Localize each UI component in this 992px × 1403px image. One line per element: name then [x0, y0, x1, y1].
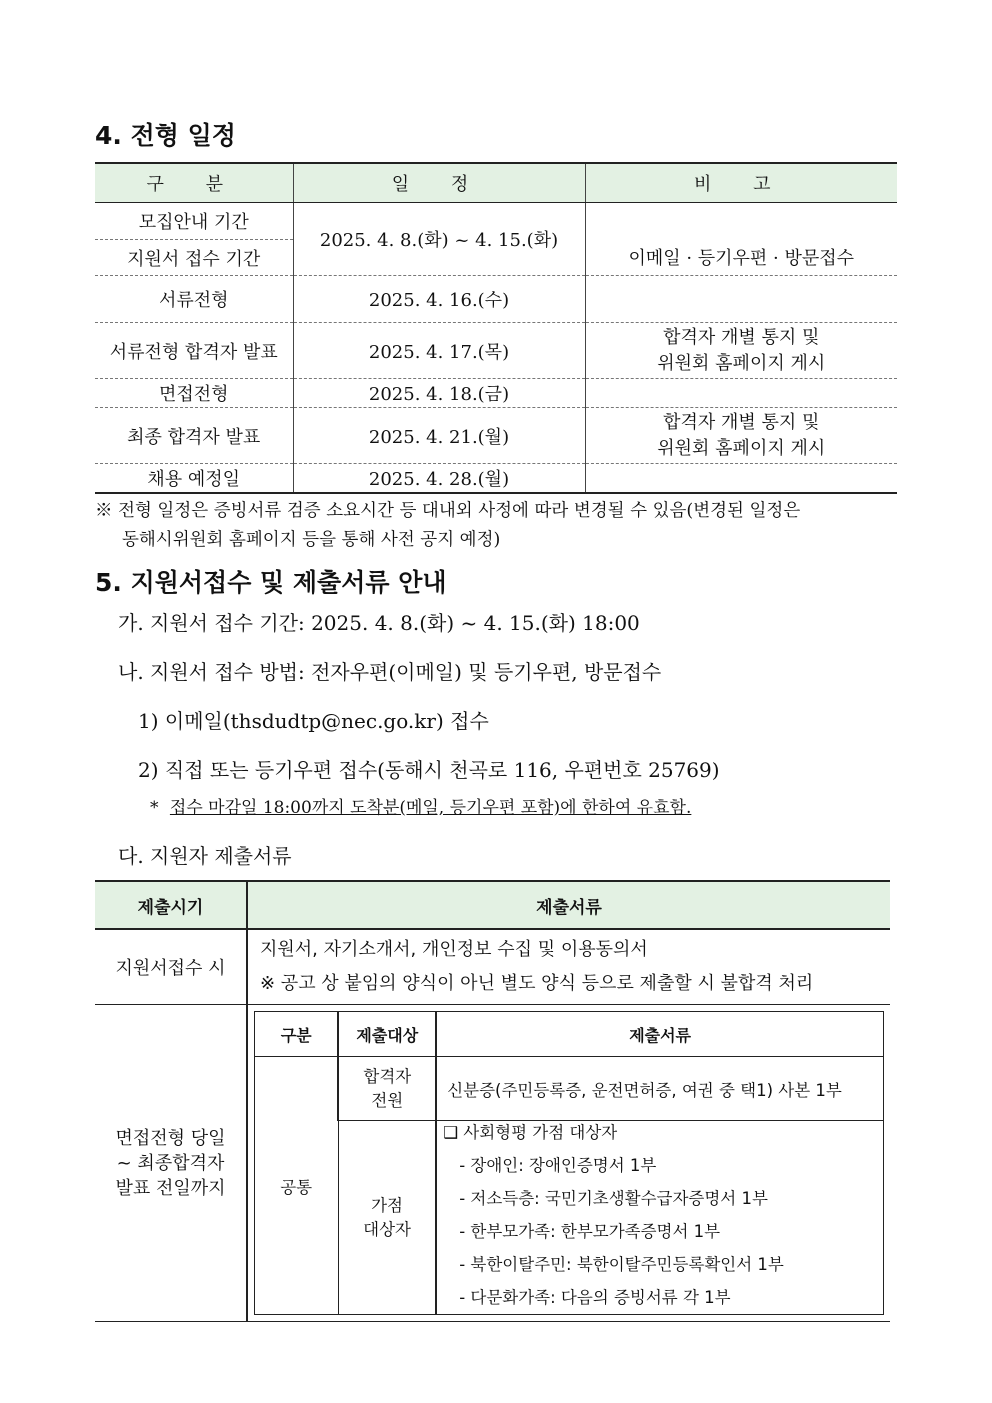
when-line: 발표 전일까지	[115, 1177, 226, 1199]
when-line: 면접전형 당일	[115, 1127, 226, 1149]
row-label: 채용 예정일	[95, 464, 293, 493]
item-ga: 가. 지원서 접수 기간: 2025. 4. 8.(화) ~ 4. 15.(화) 18:00	[118, 611, 640, 635]
merged-note: 이메일 · 등기우편 · 방문접수	[585, 240, 897, 276]
header-docs: 제출서류	[247, 881, 890, 929]
remarks-line: 위원회 홈페이지 게시	[657, 352, 826, 374]
row-remarks	[585, 408, 897, 464]
row-date: 2025. 4. 28.(월)	[293, 464, 585, 493]
remarks-empty	[585, 379, 897, 408]
inner-header-docs: 제출서류	[436, 1012, 883, 1057]
merged-date: 2025. 4. 8.(화) ~ 4. 15.(화)	[293, 203, 585, 276]
row-remarks	[585, 323, 897, 379]
inner-header-target: 제출대상	[338, 1012, 436, 1057]
section5-title: 5. 지원서접수 및 제출서류 안내	[95, 568, 447, 597]
schedule-row	[95, 464, 897, 493]
docs-list-item: - 저소득층: 국민기초생활수급자증명서 1부	[459, 1189, 768, 1208]
schedule-row	[95, 276, 897, 323]
item-na: 나. 지원서 접수 방법: 전자우편(이메일) 및 등기우편, 방문접수	[118, 660, 662, 684]
section4-title: 4. 전형 일정	[95, 121, 236, 150]
note-mark: *	[150, 798, 159, 818]
remarks-empty	[585, 203, 897, 240]
row-date: 2025. 4. 21.(월)	[293, 408, 585, 464]
schedule-row	[95, 379, 897, 408]
inner-docs-table	[254, 1011, 884, 1315]
inner-header-category: 구분	[255, 1012, 339, 1057]
docs-row-interview	[95, 1005, 890, 1322]
row-docs	[247, 929, 890, 1005]
inner-row	[255, 1057, 884, 1121]
row-date: 2025. 4. 16.(수)	[293, 276, 585, 323]
target-cell	[338, 1121, 436, 1315]
documents-table	[95, 880, 890, 1322]
note-text: 접수 마감일 18:00까지 도착분(메일, 등기우편 포함)에 한하여 유효함.	[169, 798, 692, 818]
remarks-empty	[585, 276, 897, 323]
header-category: 구 분	[95, 163, 293, 203]
schedule-header-row	[95, 163, 897, 203]
target-line: 합격자	[363, 1066, 412, 1086]
schedule-row	[95, 323, 897, 379]
row-label: 최종 합격자 발표	[95, 408, 293, 464]
docs-line: ※ 공고 상 붙임의 양식이 아닌 별도 양식 등으로 제출할 시 불합격 처리	[260, 973, 814, 994]
schedule-footnote	[95, 497, 900, 555]
docs-list-item: - 장애인: 장애인증명서 1부	[459, 1156, 657, 1175]
docs-cell: 신분증(주민등록증, 운전면허증, 여권 중 택1) 사본 1부	[436, 1057, 883, 1121]
docs-cell	[436, 1121, 883, 1315]
item-da: 다. 지원자 제출서류	[118, 844, 292, 868]
remarks-line: 합격자 개별 통지 및	[663, 326, 820, 348]
sub-item-post: 2) 직접 또는 등기우편 접수(동해시 천곡로 116, 우편번호 25769)	[138, 758, 720, 782]
target-line: 대상자	[363, 1219, 411, 1239]
target-line: 전원	[371, 1090, 404, 1110]
deadline-note	[150, 793, 691, 818]
row-label: 면접전형	[95, 379, 293, 408]
target-cell	[338, 1057, 436, 1121]
row-when: 지원서접수 시	[95, 929, 247, 1005]
inner-header-row	[255, 1012, 884, 1057]
remarks-empty	[585, 464, 897, 493]
remarks-line: 위원회 홈페이지 게시	[657, 437, 826, 459]
target-line: 가점	[371, 1195, 403, 1215]
row-date: 2025. 4. 18.(금)	[293, 379, 585, 408]
sub-item-email: 1) 이메일(thsdudtp@nec.go.kr) 접수	[138, 709, 489, 733]
remarks-line: 합격자 개별 통지 및	[663, 411, 820, 433]
when-line: ~ 최종합격자	[116, 1152, 225, 1174]
header-when: 제출시기	[95, 881, 247, 929]
row-date: 2025. 4. 17.(목)	[293, 323, 585, 379]
row-label: 지원서 접수 기간	[95, 240, 293, 276]
schedule-row	[95, 408, 897, 464]
schedule-row	[95, 203, 897, 240]
docs-header-row	[95, 881, 890, 929]
footnote-line: 동해시위원회 홈페이지 등을 통해 사전 공지 예정)	[122, 530, 501, 550]
docs-list-item: - 북한이탈주민: 북한이탈주민등록확인서 1부	[459, 1255, 784, 1274]
footnote-line: ※ 전형 일정은 증빙서류 검증 소요시간 등 대내외 사정에 따라 변경될 수 있음(변경된 일정은	[95, 501, 801, 521]
inner-row	[255, 1121, 884, 1315]
row-label: 서류전형 합격자 발표	[95, 323, 293, 379]
row-docs	[247, 1005, 890, 1322]
docs-list-title: ❑ 사회형평 가점 대상자	[443, 1123, 618, 1142]
docs-list-item: - 한부모가족: 한부모가족증명서 1부	[459, 1222, 721, 1241]
header-remarks: 비 고	[585, 163, 897, 203]
common-cell: 공통	[255, 1057, 339, 1315]
row-label: 서류전형	[95, 276, 293, 323]
row-when	[95, 1005, 247, 1322]
docs-line: 지원서, 자기소개서, 개인정보 수집 및 이용동의서	[260, 939, 648, 960]
schedule-table	[95, 162, 897, 494]
row-label: 모집안내 기간	[95, 203, 293, 240]
docs-list-item: - 다문화가족: 다음의 증빙서류 각 1부	[459, 1288, 731, 1307]
header-schedule: 일 정	[293, 163, 585, 203]
docs-row-application	[95, 929, 890, 1005]
